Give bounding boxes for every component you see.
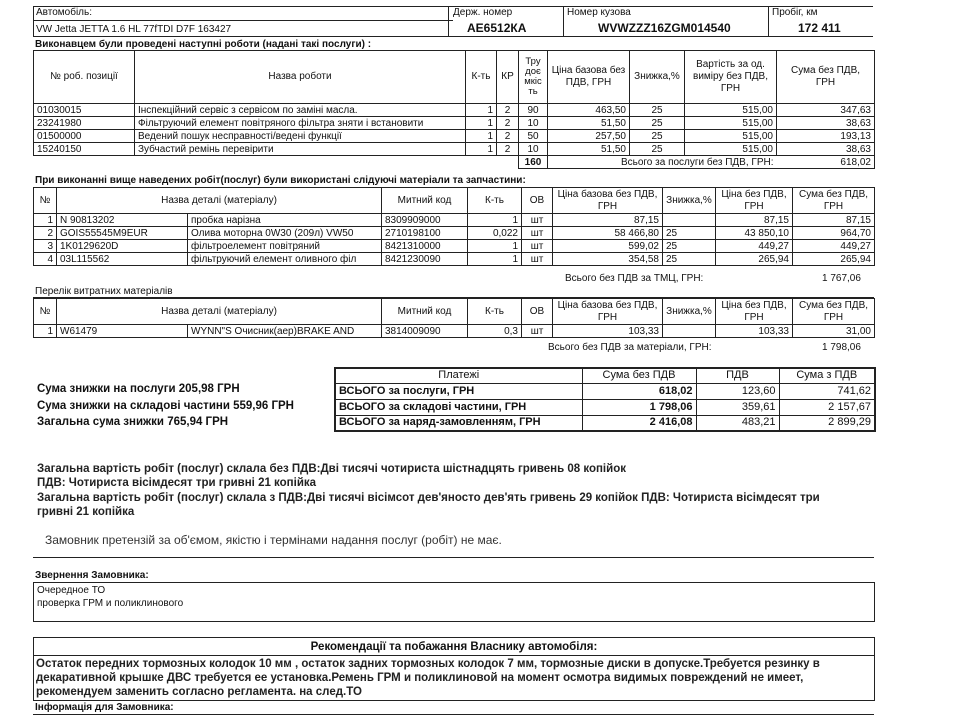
work-base-price: 463,50 xyxy=(548,104,630,117)
part-customs-code: 8421310000 xyxy=(382,240,468,253)
payment-label: ВСЬОГО за послуги, ГРН xyxy=(335,383,582,399)
mileage-value: 172 411 xyxy=(798,21,841,35)
part-unit: шт xyxy=(522,240,553,253)
recommendations-line-1: Остаток передних тормозных колодок 10 мм , остаток задних тормозных колодок 7 мм, тормозные диски в допуске.Требуется резинку в xyxy=(36,658,820,670)
parts-header-7: Ціна без ПДВ, ГРН xyxy=(716,188,793,214)
payment-gross: 741,62 xyxy=(779,383,875,399)
consumables-table xyxy=(33,298,875,338)
work-hours: 10 xyxy=(519,143,548,156)
part-code: N 90813202 xyxy=(57,214,188,227)
consumables-header-0: № xyxy=(34,299,57,325)
work-unit-price: 515,00 xyxy=(685,104,777,117)
consumables-header-2: Митний код xyxy=(382,299,468,325)
payment-vat: 359,61 xyxy=(696,399,779,415)
part-unit: шт xyxy=(522,253,553,266)
part-unit: шт xyxy=(522,227,553,240)
part-sum: 87,15 xyxy=(793,214,875,227)
consumables-header-5: Ціна базова без ПДВ, ГРН xyxy=(553,299,663,325)
table-row xyxy=(34,253,875,266)
discount-total: Загальна сума знижки 765,94 ГРН xyxy=(37,416,229,428)
customer-request-title: Звернення Замовника: xyxy=(35,570,149,581)
work-hours: 90 xyxy=(519,104,548,117)
part-name: фільтроелемент повітряний xyxy=(188,240,382,253)
consumables-header-1: Назва деталі (матеріалу) xyxy=(57,299,382,325)
part-price: 449,27 xyxy=(716,240,793,253)
part-sum: 964,70 xyxy=(793,227,875,240)
part-qty: 1 xyxy=(468,214,522,227)
work-hours: 50 xyxy=(519,130,548,143)
table-row xyxy=(34,143,875,156)
part-code: GOIS55545M9EUR xyxy=(57,227,188,240)
consumable-unit: шт xyxy=(522,325,553,338)
consumable-discount xyxy=(663,325,716,338)
part-code: 03L115562 xyxy=(57,253,188,266)
works-header-2: К-ть xyxy=(466,51,497,104)
work-base-price: 257,50 xyxy=(548,130,630,143)
parts-header-6: Знижка,% xyxy=(663,188,716,214)
work-unit-price: 515,00 xyxy=(685,143,777,156)
consumables-total-value: 1 798,06 xyxy=(822,342,861,353)
recommendations-box xyxy=(33,637,875,701)
summary-line-2: ПДВ: Чотириста вісімдесят три гривні 21 копійка xyxy=(37,477,317,489)
plate-value: АЕ6512КА xyxy=(467,21,527,35)
works-header-0: № роб. позиції xyxy=(34,51,135,104)
part-unit: шт xyxy=(522,214,553,227)
part-qty: 1 xyxy=(468,240,522,253)
work-kr: 2 xyxy=(497,117,519,130)
work-base-price: 51,50 xyxy=(548,143,630,156)
payment-net: 1 798,06 xyxy=(582,399,696,415)
work-code: 01030015 xyxy=(34,104,135,117)
car-value: VW Jetta JETTA 1.6 HL 77fTDI D7F 163427 xyxy=(36,24,232,35)
parts-header-8: Сума без ПДВ, ГРН xyxy=(793,188,875,214)
works-total-value: 618,02 xyxy=(777,156,875,169)
info-title: Інформація для Замовника: xyxy=(35,702,174,713)
part-qty: 1 xyxy=(468,253,522,266)
consumables-total-label: Всього без ПДВ за матеріали, ГРН: xyxy=(548,342,712,353)
payment-vat: 483,21 xyxy=(696,415,779,431)
work-discount: 25 xyxy=(630,117,685,130)
consumable-name: WYNN"S Очисник(аер)BRAKE AND xyxy=(188,325,382,338)
table-row xyxy=(34,214,875,227)
part-discount: 25 xyxy=(663,227,716,240)
parts-total-value: 1 767,06 xyxy=(822,273,861,284)
work-kr: 2 xyxy=(497,143,519,156)
part-base-price: 58 466,80 xyxy=(553,227,663,240)
consumable-qty: 0,3 xyxy=(468,325,522,338)
table-row xyxy=(34,130,875,143)
customer-request-line-1: Очередное ТО xyxy=(37,585,106,596)
work-code: 01500000 xyxy=(34,130,135,143)
parts-header-5: Ціна базова без ПДВ, ГРН xyxy=(553,188,663,214)
part-price: 87,15 xyxy=(716,214,793,227)
work-discount: 25 xyxy=(630,130,685,143)
payment-label: ВСЬОГО за складові частини, ГРН xyxy=(335,399,582,415)
works-header-3: КР xyxy=(497,51,519,104)
discount-parts: Сума знижки на складові частини 559,96 ГРН xyxy=(37,400,294,412)
part-sum: 449,27 xyxy=(793,240,875,253)
payments-header-0: Платежі xyxy=(335,368,582,383)
consumable-index: 1 xyxy=(34,325,57,338)
part-qty: 0,022 xyxy=(468,227,522,240)
part-index: 2 xyxy=(34,227,57,240)
works-header-8: Сума без ПДВ, ГРН xyxy=(777,51,875,104)
part-discount xyxy=(663,214,716,227)
parts-header-3: К-ть xyxy=(468,188,522,214)
recommendations-line-2: декаративной крышке ДВС требуется ее установка.Ремень ГРМ и поликлиновой на момент осмотра видимых повреждений не имеет, xyxy=(36,672,804,684)
works-header-6: Знижка,% xyxy=(630,51,685,104)
part-customs-code: 2710198100 xyxy=(382,227,468,240)
payment-gross: 2 157,67 xyxy=(779,399,875,415)
recommendations-line-3: рекомендуем заменить согласно регламента. на след.ТО xyxy=(36,686,362,698)
payment-net: 618,02 xyxy=(582,383,696,399)
parts-header-4: ОВ xyxy=(522,188,553,214)
work-code: 15240150 xyxy=(34,143,135,156)
payments-table xyxy=(334,367,876,432)
parts-header-0: № xyxy=(34,188,57,214)
recommendations-title: Рекомендації та побажання Власнику автомобіля: xyxy=(310,641,598,653)
work-hours: 10 xyxy=(519,117,548,130)
work-name: Інспекційний сервіс з сервісом по заміні масла. xyxy=(135,104,466,117)
part-index: 3 xyxy=(34,240,57,253)
works-title: Виконавцем були проведені наступні роботи (надані такі послуги) : xyxy=(35,39,372,50)
part-name: фільтруючий елемент оливного філ xyxy=(188,253,382,266)
work-discount: 25 xyxy=(630,104,685,117)
mileage-label: Пробіг, км xyxy=(772,7,818,18)
consumables-header-3: К-ть xyxy=(468,299,522,325)
parts-title: При виконанні вище наведених робіт(послуг) були використані слідуючі матеріали та запчастини: xyxy=(35,175,526,186)
work-sum: 347,63 xyxy=(777,104,875,117)
work-base-price: 51,50 xyxy=(548,117,630,130)
consumable-price: 103,33 xyxy=(716,325,793,338)
work-qty: 1 xyxy=(466,104,497,117)
consumable-sum: 31,00 xyxy=(793,325,875,338)
payments-header-3: Сума з ПДВ xyxy=(779,368,875,383)
consumables-header-7: Ціна без ПДВ, ГРН xyxy=(716,299,793,325)
consumable-customs-code: 3814009090 xyxy=(382,325,468,338)
work-qty: 1 xyxy=(466,130,497,143)
payment-label: ВСЬОГО за наряд-замовленням, ГРН xyxy=(335,415,582,431)
consumable-base-price: 103,33 xyxy=(553,325,663,338)
works-total-label: Всього за послуги без ПДВ, ГРН: xyxy=(548,156,777,169)
work-qty: 1 xyxy=(466,143,497,156)
parts-total-label: Всього без ПДВ за ТМЦ, ГРН: xyxy=(565,273,704,284)
parts-header-1: Назва деталі (матеріалу) xyxy=(57,188,382,214)
claims-statement: Замовник претензій за об'ємом, якістю і термінами надання послуг (робіт) не має. xyxy=(45,533,502,547)
table-row xyxy=(34,227,875,240)
works-header-7: Вартість за од. виміру без ПДВ, ГРН xyxy=(685,51,777,104)
table-row xyxy=(34,117,875,130)
table-row xyxy=(335,383,875,399)
car-label: Автомобіль: xyxy=(36,7,93,18)
works-header-5: Ціна базова без ПДВ, ГРН xyxy=(548,51,630,104)
payment-gross: 2 899,29 xyxy=(779,415,875,431)
consumables-header-8: Сума без ПДВ, ГРН xyxy=(793,299,875,325)
part-index: 4 xyxy=(34,253,57,266)
part-index: 1 xyxy=(34,214,57,227)
part-discount: 25 xyxy=(663,240,716,253)
table-row xyxy=(34,325,875,338)
table-row xyxy=(34,104,875,117)
payment-net: 2 416,08 xyxy=(582,415,696,431)
part-base-price: 599,02 xyxy=(553,240,663,253)
table-row xyxy=(335,399,875,415)
part-sum: 265,94 xyxy=(793,253,875,266)
work-sum: 38,63 xyxy=(777,117,875,130)
customer-request-box xyxy=(33,582,875,622)
vin-label: Номер кузова xyxy=(567,7,631,18)
consumables-header-6: Знижка,% xyxy=(663,299,716,325)
part-customs-code: 8421230090 xyxy=(382,253,468,266)
part-discount: 25 xyxy=(663,253,716,266)
work-name: Фільтруючий елемент повітряного фільтра зняти і встановити xyxy=(135,117,466,130)
consumable-code: W61479 xyxy=(57,325,188,338)
summary-line-3: Загальна вартість робіт (послуг) склала з ПДВ:Дві тисячі вісімсот дев'яносто дев'ять гривень 29 копійок ПДВ: Чотириста вісімдесят три xyxy=(37,492,820,504)
summary-line-4: гривні 21 копійка xyxy=(37,506,135,518)
work-kr: 2 xyxy=(497,104,519,117)
works-header-4: Тру доє мкіс ть xyxy=(519,51,548,104)
plate-label: Держ. номер xyxy=(453,7,513,18)
vin-value: WVWZZZ16ZGM014540 xyxy=(598,21,731,35)
table-row xyxy=(34,240,875,253)
part-name: Олива моторна 0W30 (209л) VW50 xyxy=(188,227,382,240)
customer-request-line-2: проверка ГРМ и поликлинового xyxy=(37,598,184,609)
work-qty: 1 xyxy=(466,117,497,130)
works-total-hours: 160 xyxy=(519,156,548,169)
part-name: пробка нарізна xyxy=(188,214,382,227)
part-base-price: 87,15 xyxy=(553,214,663,227)
payment-vat: 123,60 xyxy=(696,383,779,399)
table-row xyxy=(335,415,875,431)
parts-header-2: Митний код xyxy=(382,188,468,214)
work-kr: 2 xyxy=(497,130,519,143)
work-name: Ведений пошук несправності/ведені функції xyxy=(135,130,466,143)
works-header-1: Назва роботи xyxy=(135,51,466,104)
consumables-header-4: ОВ xyxy=(522,299,553,325)
part-code: 1K0129620D xyxy=(57,240,188,253)
work-unit-price: 515,00 xyxy=(685,130,777,143)
work-name: Зубчастий ремінь перевірити xyxy=(135,143,466,156)
work-sum: 38,63 xyxy=(777,143,875,156)
part-price: 265,94 xyxy=(716,253,793,266)
parts-table xyxy=(33,187,875,266)
summary-line-1: Загальна вартість робіт (послуг) склала без ПДВ:Дві тисячі чотириста шістнадцять гривень 08 копійок xyxy=(37,463,626,475)
work-code: 23241980 xyxy=(34,117,135,130)
works-total-row xyxy=(34,156,875,169)
part-base-price: 354,58 xyxy=(553,253,663,266)
payments-header-1: Сума без ПДВ xyxy=(582,368,696,383)
part-customs-code: 8309909000 xyxy=(382,214,468,227)
works-table xyxy=(33,50,875,169)
discount-services: Сума знижки на послуги 205,98 ГРН xyxy=(37,383,240,395)
work-unit-price: 515,00 xyxy=(685,117,777,130)
payments-header-2: ПДВ xyxy=(696,368,779,383)
work-sum: 193,13 xyxy=(777,130,875,143)
vehicle-header xyxy=(33,6,873,36)
consumables-title: Перелік витратних матеріалів xyxy=(35,286,173,297)
work-discount: 25 xyxy=(630,143,685,156)
part-price: 43 850,10 xyxy=(716,227,793,240)
